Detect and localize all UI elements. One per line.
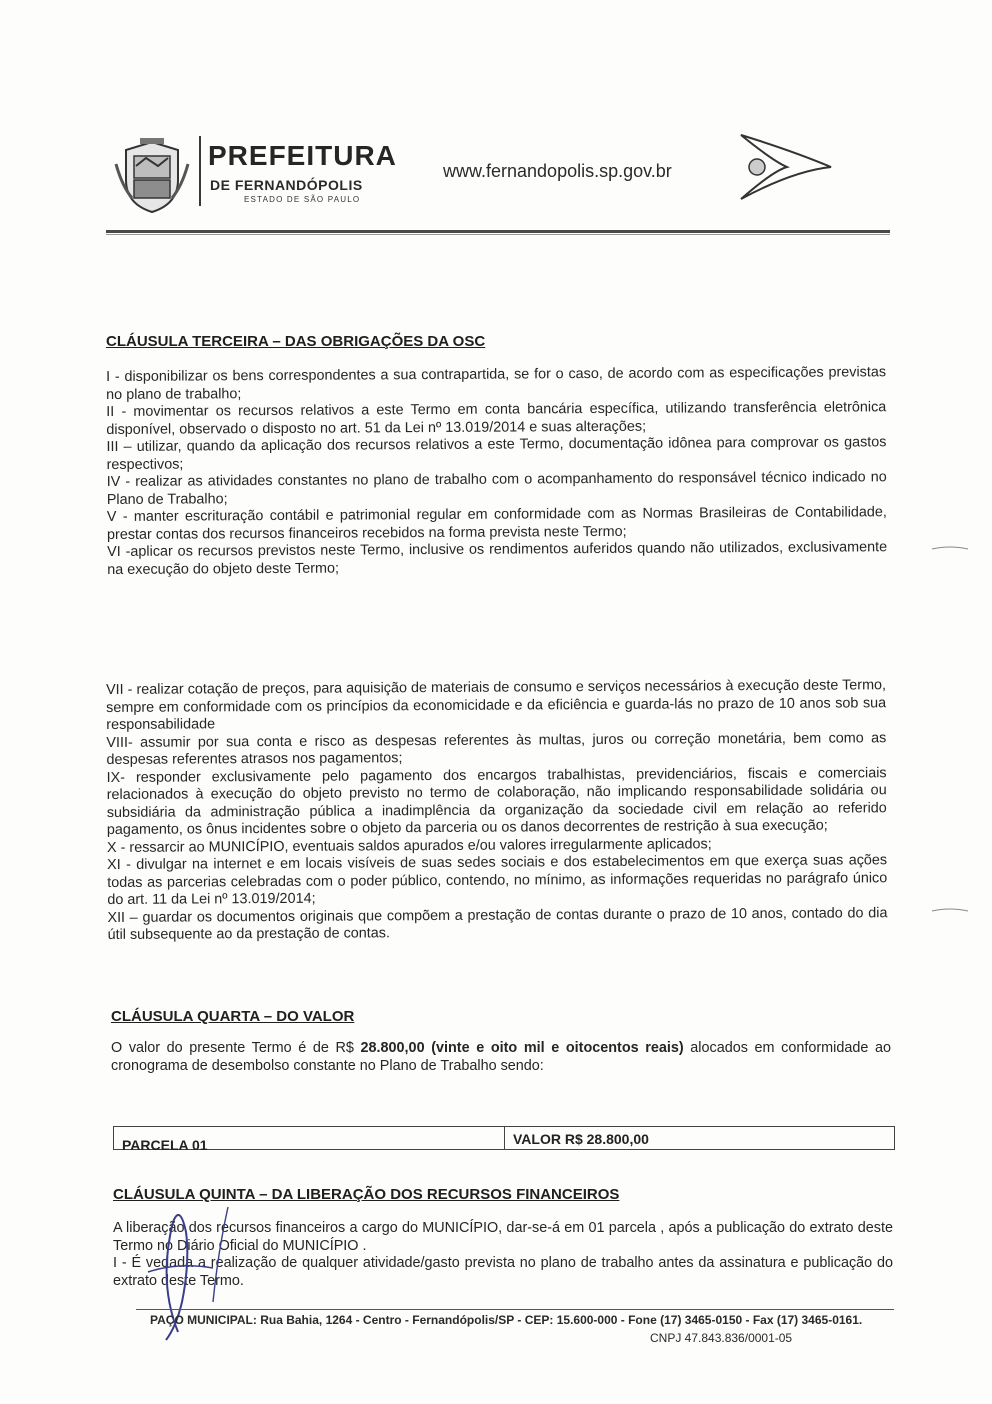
- brand-state: ESTADO DE SÃO PAULO: [244, 195, 361, 204]
- clausula-terceira-heading: CLÁUSULA TERCEIRA – DAS OBRIGAÇÕES DA OSC: [106, 333, 486, 350]
- valor-text-end: alocados em conformidade ao cronograma de desembolso constante no Plano de Trabalho sendo:: [111, 1040, 891, 1074]
- parcela-table: [113, 1126, 895, 1153]
- obrigacao-item: VIII- assumir por sua conta e risco as despesas referentes às multas, juros ou correção monetária, bem como as despesas referentes atrasos nos pagamentos;: [106, 729, 887, 768]
- obrigacao-item: XI - divulgar na internet e em locais visíveis de suas sedes sociais e dos estabelecimentos em que exerça suas ações todas as parcerias celebradas com o poder público, contendo, no mínimo, as informações requeridas no parágrafo único do art. 11 da Lei nº 13.019/2014;: [107, 852, 888, 908]
- clausula-terceira-body-2: [106, 677, 888, 944]
- obrigacao-item: I - disponibilizar os bens correspondentes a sua contrapartida, se for o caso, de acordo com as especificações previstas no plano de trabalho;: [106, 364, 887, 403]
- margin-mark: [930, 540, 970, 550]
- brand-title: PREFEITURA: [208, 140, 397, 171]
- obrigacao-item: XII – guardar os documentos originais que compõem a prestação de contas durante o prazo de 10 anos, contado do dia útil subsequente ao da prestação de contas.: [107, 904, 888, 943]
- valor-amount: 28.800,00 (vinte e oito mil e oitocentos reais): [360, 1040, 684, 1056]
- footer-second-line: [320, 1331, 800, 1345]
- margin-mark: [930, 902, 970, 912]
- obrigacao-item: VI -aplicar os recursos previstos neste Termo, inclusive os rendimentos auferidos quando não utilizados, exclusivamente na execução do objeto deste Termo;: [107, 539, 888, 578]
- arrow-emblem-icon: [733, 131, 833, 203]
- coat-of-arms-logo: [112, 136, 192, 216]
- liberacao-item: I - É vedada a realização de qualquer atividade/gasto prevista no plano de trabalho antes da assinatura e publicação do extrato deste Termo.: [113, 1255, 893, 1289]
- header-rule-thin: [106, 234, 890, 235]
- obrigacao-item: III – utilizar, quando da aplicação dos recursos relativos a este Termo, documentação idônea para comprovar os gastos respectivos;: [106, 434, 887, 473]
- clausula-quarta-body: [111, 1040, 891, 1075]
- clausula-quarta-heading: CLÁUSULA QUARTA – DO VALOR: [111, 1008, 355, 1025]
- obrigacao-item: IX- responder exclusivamente pelo pagamento dos encargos trabalhistas, previdenciários, fiscais e comerciais relacionados à execução do objeto previsto no termo de colaboração, não implicando responsabilidade solidária ou subsidiária da administração pública a inadimplência da organização da sociedade civil em relação ao referido pagamento, os ônus incidentes sobre o objeto da parceria ou os danos decorrentes de restrição à sua execução;: [106, 764, 887, 838]
- valor-cell: VALOR R$ 28.800,00: [513, 1131, 649, 1147]
- header-rule: [106, 230, 890, 233]
- obrigacao-item: X - ressarcir ao MUNICÍPIO, eventuais saldos apurados e/ou valores irregularmente aplicados;: [106, 835, 712, 856]
- obrigacao-item: VII - realizar cotação de preços, para aquisição de materiais de consumo e serviços necessários à execução deste Termo, sempre em conformidade com os princípios da economicidade e da eficiência e guarda-lás no prazo de 10 anos sob sua responsabilidade: [106, 677, 887, 733]
- valor-text-start: O valor do presente Termo é de R$: [111, 1040, 361, 1056]
- clausula-terceira-body-1: [106, 364, 887, 579]
- obrigacao-item: V - manter escrituração contábil e patrimonial regular em conformidade com as Normas Brasileiras de Contabilidade, prestar contas dos recursos financeiros recebidos na forma prevista neste Termo;: [106, 504, 887, 543]
- footer-rule: [136, 1309, 894, 1310]
- footer-address: PAÇO MUNICIPAL: Rua Bahia, 1264 - Centro - Fernandópolis/SP - CEP: 15.600-000 - Fone (17) 3465-0150 - Fax (17) 3465-0161.: [150, 1313, 863, 1327]
- parcela-cell: PARCELA 01: [114, 1127, 505, 1149]
- obrigacao-item: II - movimentar os recursos relativos a este Termo em conta bancária específica, utilizando transferência eletrônica disponível, observado o disposto no art. 51 da Lei nº 13.019/2014 e suas alterações;: [106, 399, 887, 438]
- liberacao-item: A liberação dos recursos financeiros a cargo do MUNICÍPIO, dar-se-á em 01 parcela , após a publicação do extrato deste Termo no Diário Oficial do MUNICÍPIO .: [113, 1220, 893, 1254]
- header-divider: [199, 136, 201, 206]
- clausula-quinta-heading: CLÁUSULA QUINTA – DA LIBERAÇÃO DOS RECURSOS FINANCEIROS: [113, 1186, 620, 1203]
- site-url: www.fernandopolis.sp.gov.br: [443, 161, 672, 181]
- obrigacao-item: IV - realizar as atividades constantes no plano de trabalho com o acompanhamento do responsável técnico indicado no Plano de Trabalho;: [106, 469, 887, 508]
- footer-cnpj: CNPJ 47.843.836/0001-05: [650, 1331, 793, 1345]
- brand-subtitle: DE FERNANDÓPOLIS: [210, 177, 363, 193]
